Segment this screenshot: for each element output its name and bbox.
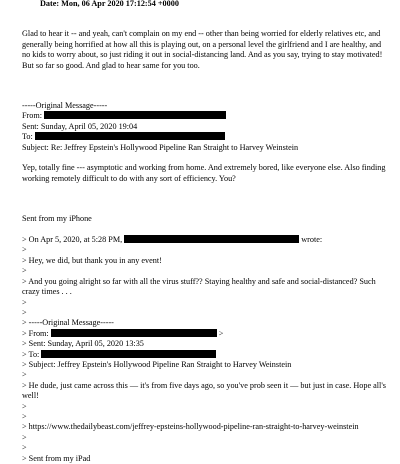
orig1-body: Yep, totally fine --- asymptotic and working from home. And extremely bored, like everyone else. Also finding working remotely difficult to do with any sort of efficiency. You? [22, 163, 386, 183]
quoted-going: > And you going alright so far with all the virus stuff?? Staying healthy and safe and social-distanced? Such crazy times . . . [22, 276, 376, 297]
orig1-separator: -----Original Message----- [22, 101, 108, 111]
orig1-subject: Subject: Re: Jeffrey Epstein's Hollywood Pipeline Ran Straight to Harvey Weinstein [22, 142, 299, 152]
redaction-box [44, 111, 226, 119]
orig1-from: From: [22, 111, 390, 121]
orig1-to: To: [22, 132, 390, 142]
quote-marker: > [22, 245, 27, 255]
quote-marker: > [22, 266, 27, 276]
quoted-on-line: > On Apr 5, 2020, at 5:28 PM, wrote: [22, 235, 323, 245]
orig1-signature: Sent from my iPhone [22, 214, 92, 224]
quoted-link: > https://www.thedailybeast.com/jeffrey-epsteins-hollywood-pipeline-ran-straight-to-harvey-weinstein [22, 422, 359, 432]
quote-marker: > [22, 297, 27, 307]
quoted-separator: > -----Original Message----- [22, 318, 114, 328]
redaction-box [51, 329, 217, 337]
date-header [40, 0, 390, 9]
quote-marker: > [22, 370, 27, 380]
quote-marker: > [22, 401, 27, 411]
redaction-box [41, 350, 216, 358]
quoted-to: > To: [22, 350, 390, 360]
orig1-sent: Sent: Sunday, April 05, 2020 19:04 [22, 121, 138, 131]
email-document [22, 0, 390, 464]
reply-body: Glad to hear it -- and yeah, can't complain on my end -- other than being worried for elderly relatives etc, and generally being horrified at how all this is playing out, on a personal level the girlfriend and I are healthy, and no kids to worry about, so just riding it out in social-distancing land. And as you say, trying to stay motivated! But so far so good. And glad to hear same for you too. [22, 29, 383, 70]
quoted-sent: > Sent: Sunday, April 05, 2020 13:35 [22, 339, 144, 349]
quoted-from: > From: > [22, 328, 224, 338]
quote-marker: > [22, 307, 27, 317]
quoted-hey: > Hey, we did, but thank you in any event! [22, 255, 162, 265]
quoted-signature: > Sent from my iPad [22, 453, 91, 463]
date-label: Date: [40, 0, 60, 8]
quote-marker: > [22, 443, 27, 453]
redaction-box [35, 132, 225, 140]
quoted-subject: > Subject: Jeffrey Epstein's Hollywood Pipeline Ran Straight to Harvey Weinstein [22, 359, 292, 369]
quote-marker: > [22, 432, 27, 442]
quote-marker: > [22, 411, 27, 421]
date-value: Mon, 06 Apr 2020 17:12:54 +0000 [61, 0, 179, 8]
quoted-body: > He dude, just came across this — it's from five days ago, so you've prob seen it — but just in case. Hope all's well! [22, 380, 386, 401]
redaction-box [124, 235, 299, 243]
